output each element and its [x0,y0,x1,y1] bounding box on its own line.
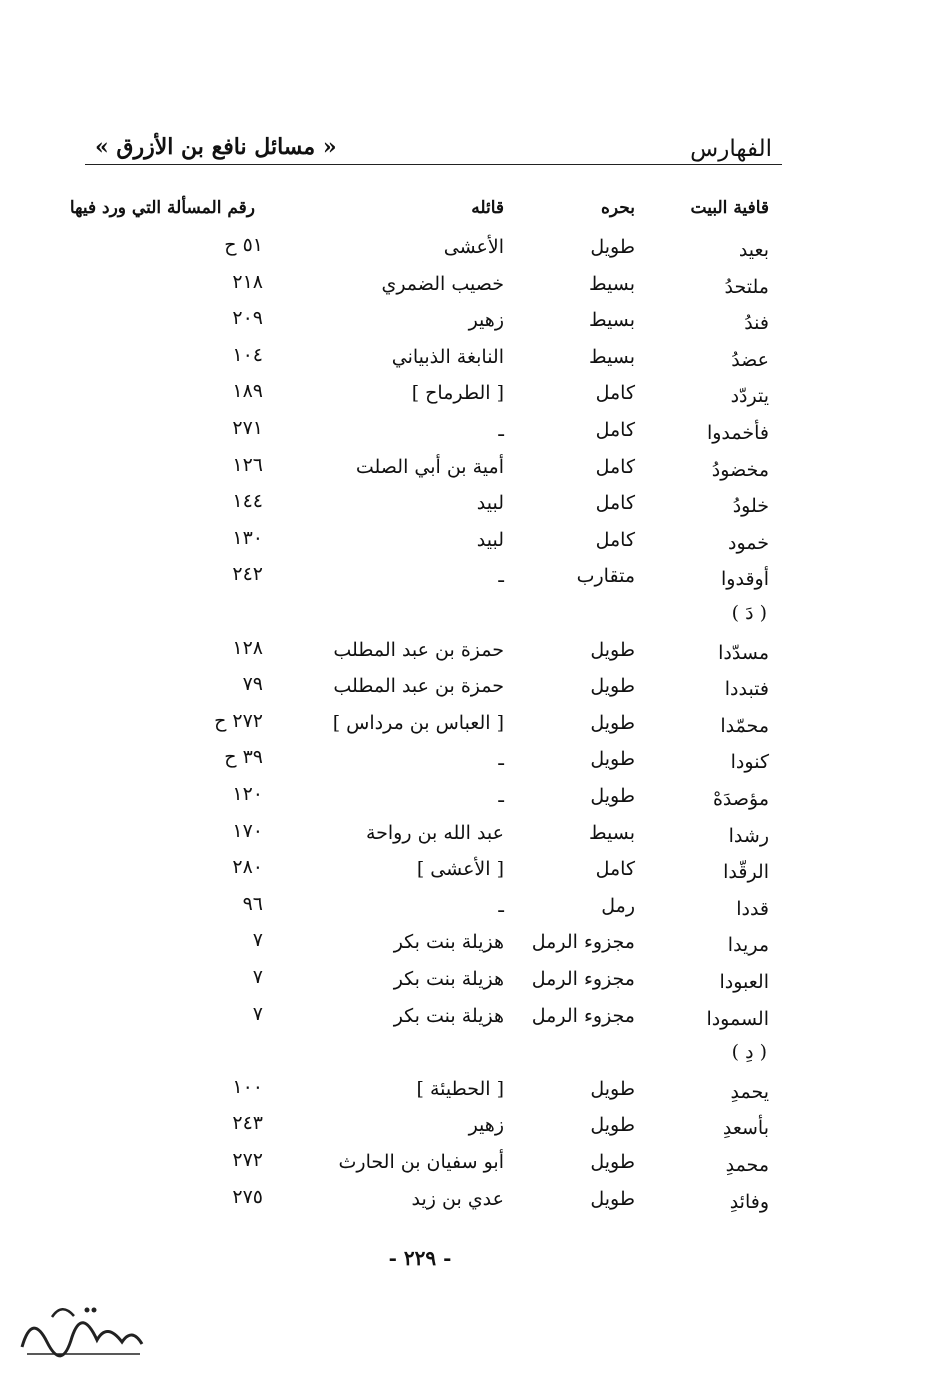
poet-cell: [ العباس بن مرداس ] [332,711,504,734]
poet-cell: ـ [498,785,504,807]
poet-cell: لبيد [476,492,504,515]
library-stamp-logo [12,1292,152,1362]
poet-cell: عبد الله بن رواحة [365,821,504,844]
column-header-meter: بحره [601,198,635,218]
question-number-cell: ١٧٠ [232,819,263,842]
rhyme-cell: أوقدوا [721,568,769,591]
rhyme-cell: الرقّدا [723,861,769,884]
poet-cell: هزيلة بنت بكر [393,968,504,990]
poet-cell: زهير [468,1114,504,1137]
question-number-cell: ٩٦ [242,892,263,915]
meter-cell: مجزوء الرمل [531,1004,635,1027]
meter-cell: طويل [590,1114,635,1137]
meter-cell: طويل [590,675,635,698]
poet-cell: حمزة بن عبد المطلب [333,675,504,698]
poet-cell: أبو سفيان بن الحارث [338,1151,504,1173]
question-number-cell: ٣٩ ح [224,746,263,769]
column-header-question-number: رقم المسألة التي ورد فيها [69,198,255,218]
poet-cell: [ الطرماح ] [411,382,504,405]
rhyme-cell: العبودا [719,971,769,993]
question-number-cell: ٢٠٩ [232,307,263,330]
rhyme-cell: محمّدا [720,714,769,737]
meter-cell: طويل [590,1077,635,1100]
question-number-cell: ٢٧١ [232,417,263,439]
poet-cell: الأعشى [443,236,504,258]
meter-cell: طويل [590,785,635,807]
poet-cell: ـ [498,419,504,441]
column-header-rhyme: قافية البيت [690,198,769,218]
question-number-cell: ٧ [252,929,263,952]
page-number: - ٢٢٩ - [388,1246,452,1270]
section-label: ( دِ ) [731,1041,767,1064]
meter-cell: متقارب [576,565,635,588]
question-number-cell: ٧ [252,966,263,988]
rhyme-cell: فتبددا [724,678,769,701]
meter-cell: بسيط [588,309,635,332]
question-number-cell: ١٣٠ [232,526,263,549]
question-number-cell: ١٢٦ [232,453,263,476]
poet-cell: [ الأعشى ] [416,858,504,881]
rhyme-cell: فندُ [744,312,769,335]
meter-cell: طويل [590,638,635,661]
poet-cell: لبيد [476,528,504,551]
question-number-cell: ٧ [252,1002,263,1025]
question-number-cell: ٢١٨ [232,270,263,293]
meter-cell: بسيط [588,345,635,368]
meter-cell: طويل [590,1187,635,1210]
rhyme-cell: محمدِ [725,1154,769,1176]
question-number-cell: ١٠٤ [232,343,263,366]
meter-cell: طويل [590,748,635,771]
meter-cell: طويل [590,711,635,734]
poet-cell: ـ [498,748,504,771]
meter-cell: بسيط [588,821,635,844]
rhyme-cell: مؤصدَهْ [712,788,769,810]
rhyme-cell: بأسعدِ [722,1117,769,1140]
question-number-cell: ٢٧٢ [232,1149,263,1171]
rhyme-cell: بعيد [738,239,769,261]
poet-cell: النابغة الذبياني [391,345,504,368]
section-title: الفهارس [690,136,772,162]
poet-cell: هزيلة بنت بكر [393,931,504,954]
meter-cell: كامل [595,382,635,405]
question-number-cell: ٢٧٥ [232,1185,263,1208]
rhyme-cell: كنودا [730,751,769,774]
question-number-cell: ٧٩ [242,673,263,696]
rhyme-cell: يحمدِ [730,1080,769,1103]
poet-cell: [ الحطيئة ] [416,1077,504,1100]
column-header-poet: قائله [471,198,504,218]
meter-cell: رمل [601,894,635,917]
poet-cell: ـ [498,894,504,917]
question-number-cell: ٢٤٣ [232,1112,263,1135]
meter-cell: طويل [590,1151,635,1173]
question-number-cell: ٢٨٠ [232,856,263,879]
meter-cell: مجزوء الرمل [531,931,635,954]
meter-cell: كامل [595,455,635,478]
book-title: « مسائل نافع بن الأزرق » [95,134,337,160]
meter-cell: كامل [595,528,635,551]
running-header [85,128,782,165]
poet-cell: ـ [498,565,504,588]
meter-cell: كامل [595,858,635,881]
question-number-cell: ١٢٠ [232,783,263,805]
question-number-cell: ١٨٩ [232,380,263,403]
meter-cell: بسيط [588,272,635,295]
section-label: ( دَ ) [731,602,767,624]
rhyme-cell: قددا [736,897,769,920]
rhyme-cell: مسدّدا [718,641,769,664]
poet-cell: خصيب الضمري [381,272,504,295]
meter-cell: كامل [595,492,635,515]
rhyme-cell: خلودُ [732,495,769,518]
rhyme-cell: فأخمدوا [706,422,769,444]
rhyme-cell: مريدا [727,934,769,957]
rhyme-cell: عضدُ [731,348,769,371]
poet-cell: أمية بن أبي الصلت [355,455,504,478]
poet-cell: عدي بن زيد [411,1187,504,1210]
poet-cell: هزيلة بنت بكر [393,1004,504,1027]
rhyme-cell: السمودا [706,1007,769,1030]
meter-cell: طويل [590,236,635,258]
meter-cell: مجزوء الرمل [531,968,635,990]
rhyme-cell: يتردّد [730,385,769,408]
poet-cell: حمزة بن عبد المطلب [333,638,504,661]
question-number-cell: ٥١ ح [224,234,263,256]
rhyme-cell: وفائدِ [729,1190,769,1213]
question-number-cell: ١٠٠ [232,1075,263,1098]
rhyme-cell: مخضودُ [711,458,769,481]
question-number-cell: ١٢٨ [232,636,263,659]
rhyme-cell: رشدا [728,824,769,847]
poet-cell: زهير [468,309,504,332]
question-number-cell: ٢٧٢ ح [214,709,263,732]
question-number-cell: ١٤٤ [232,490,263,513]
rhyme-cell: ملتحدُ [724,275,769,298]
question-number-cell: ٢٤٢ [232,563,263,586]
rhyme-cell: خمود [727,531,769,554]
meter-cell: كامل [595,419,635,441]
